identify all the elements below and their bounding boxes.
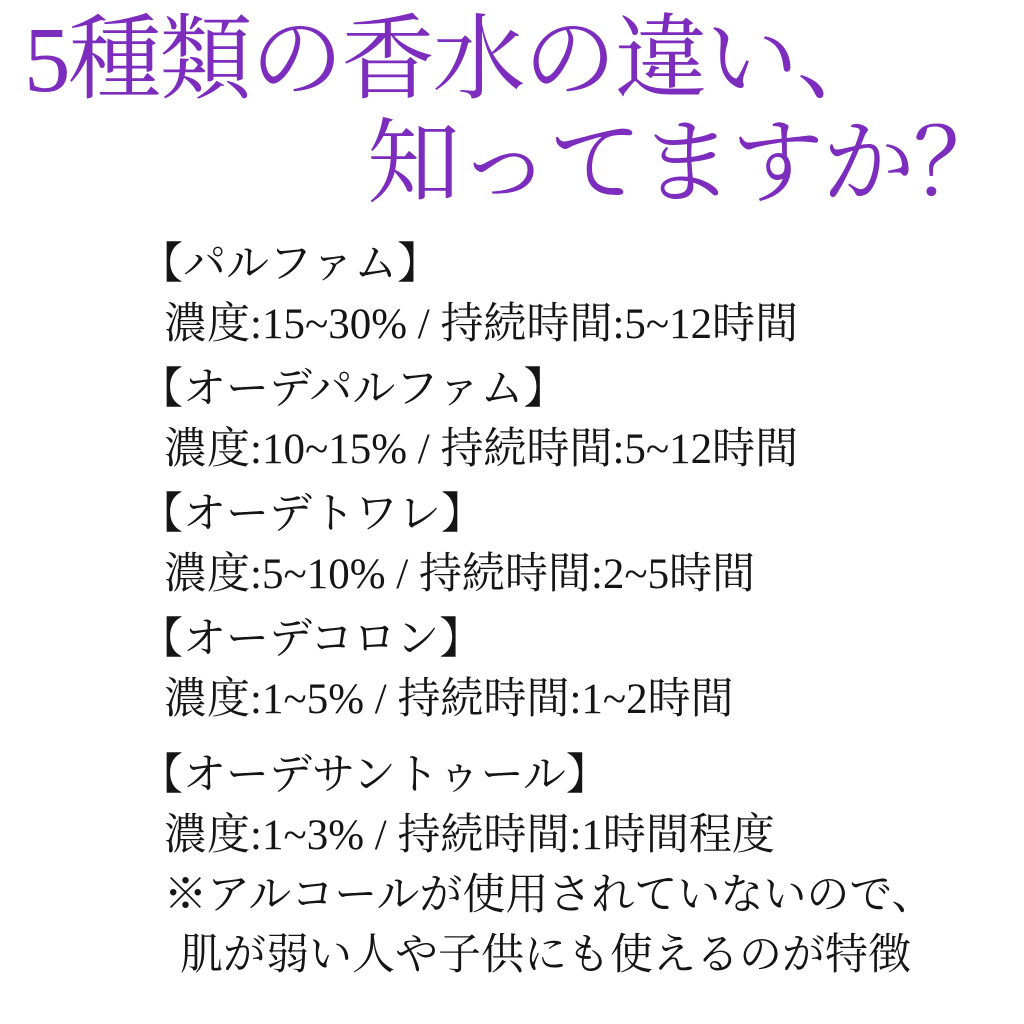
section-name-eau-de-senteur: 【オーデサントゥール】 bbox=[140, 752, 609, 800]
section-name-eau-de-cologne: 【オーデコロン】 bbox=[140, 616, 483, 664]
section-detail-eau-de-parfum: 濃度:10~15% / 持続時間:5~12時間 bbox=[164, 426, 799, 474]
section-name-eau-de-parfum: 【オーデパルファム】 bbox=[140, 366, 567, 414]
perfume-type-list bbox=[0, 235, 1024, 986]
section-name-eau-de-toilette: 【オーデトワレ】 bbox=[140, 491, 484, 539]
section-name-parfum: 【パルファム】 bbox=[140, 241, 441, 289]
note-no-alcohol-line2: 肌が弱い人や子供にも使えるのが特徴 bbox=[180, 932, 911, 980]
page-title-line2: 知ってますか？ bbox=[367, 112, 1004, 216]
section-detail-eau-de-senteur: 濃度:1~3% / 持続時間:1時間程度 bbox=[164, 812, 775, 860]
page-title bbox=[0, 0, 1024, 219]
note-no-alcohol-line1: ※アルコールが使用されていないので、 bbox=[164, 872, 935, 920]
section-detail-parfum: 濃度:15~30% / 持続時間:5~12時間 bbox=[164, 301, 799, 349]
page-title-line1: 5種類の香水の違い、 bbox=[24, 9, 888, 112]
section-detail-eau-de-cologne: 濃度:1~5% / 持続時間:1~2時間 bbox=[164, 676, 734, 724]
section-detail-eau-de-toilette: 濃度:5~10% / 持続時間:2~5時間 bbox=[164, 551, 756, 599]
